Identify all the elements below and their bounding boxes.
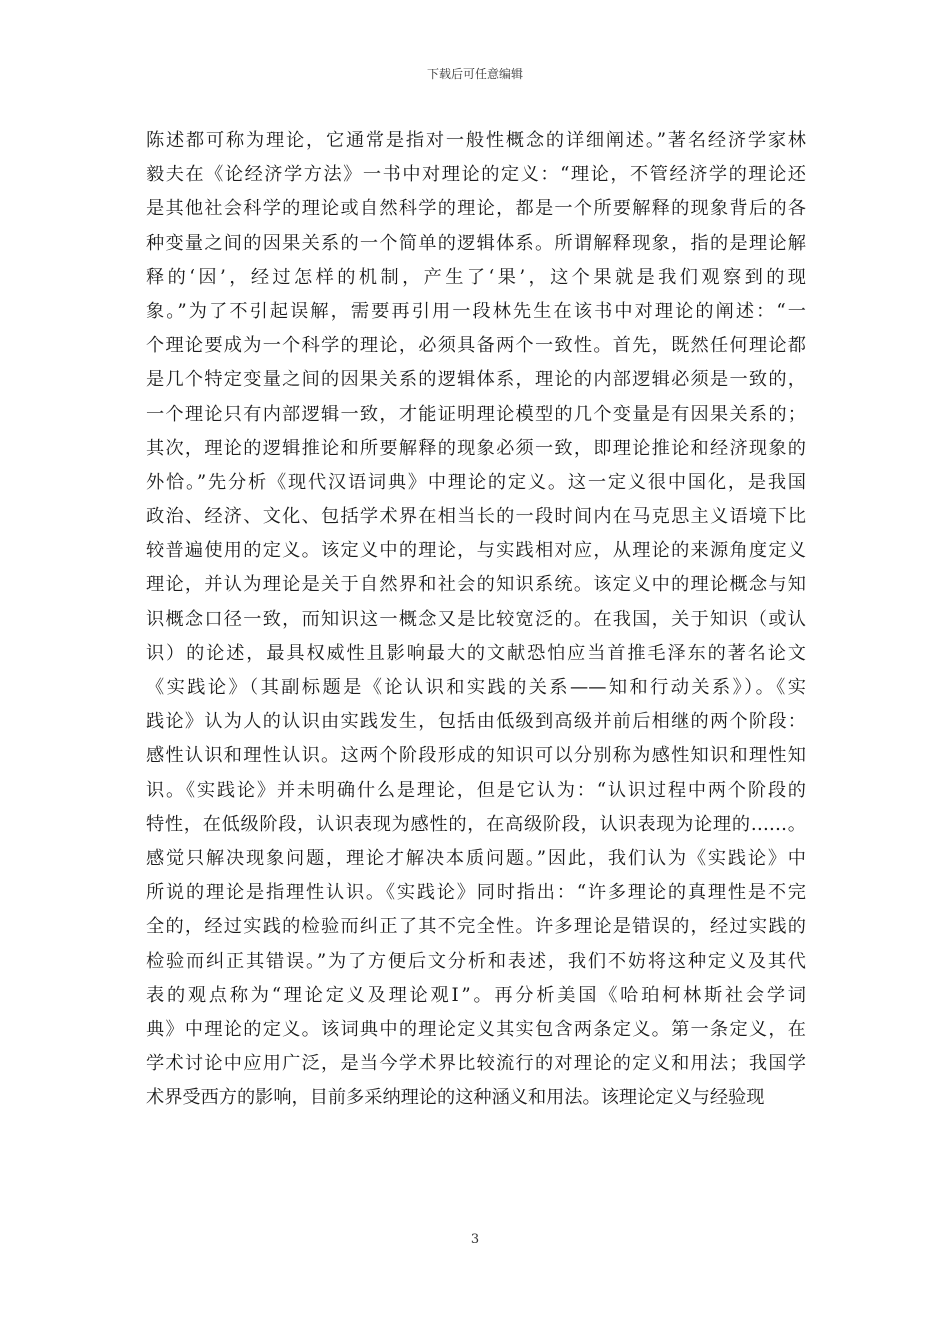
text-line: 其次，理论的逻辑推论和所要解释的现象必须一致，即理论推论和经济现象的 (146, 437, 806, 459)
text-line: 理论，并认为理论是关于自然界和社会的知识系统。该定义中的理论概念与知 (146, 574, 806, 596)
page-header: 下载后可任意编辑 (426, 67, 523, 81)
text-line: 感性认识和理性认识。这两个阶段形成的知识可以分别称为感性知识和理性知 (146, 745, 806, 767)
text-line: 陈述都可称为理论，它通常是指对一般性概念的详细阐述。”著名经济学家林 (146, 130, 806, 151)
text-line: 学术讨论中应用广泛，是当今学术界比较流行的对理论的定义和用法；我国学 (146, 1053, 806, 1075)
text-line: 感觉只解决现象问题，理论才解决本质问题。”因此，我们认为《实践论》中 (146, 847, 806, 869)
text-line: 识概念口径一致，而知识这一概念又是比较宽泛的。在我国，关于知识（或认 (146, 608, 806, 630)
text-line: 践论》认为人的认识由实践发生，包括由低级到高级并前后相继的两个阶段： (146, 711, 806, 733)
page-number: 3 (470, 1232, 480, 1247)
text-line: 全的，经过实践的检验而纠正了其不完全性。许多理论是错误的，经过实践的 (146, 916, 806, 938)
text-line: 是其他社会科学的理论或自然科学的理论，都是一个所要解释的现象背后的各 (146, 198, 806, 220)
text-line: 较普遍使用的定义。该定义中的理论，与实践相对应，从理论的来源角度定义 (146, 540, 806, 562)
text-line: 识）的论述，最具权威性且影响最大的文献恐怕应当首推毛泽东的著名论文 (146, 642, 806, 664)
text-line: 释的‘因’，经过怎样的机制，产生了‘果’，这个果就是我们观察到的现 (146, 266, 806, 288)
text-line: 典》中理论的定义。该词典中的理论定义其实包含两条定义。第一条定义，在 (146, 1018, 806, 1040)
text-line: 是几个特定变量之间的因果关系的逻辑体系，理论的内部逻辑必须是一致的， (146, 369, 806, 391)
text-line: 特性，在低级阶段，认识表现为感性的，在高级阶段，认识表现为论理的……。 (146, 813, 806, 835)
text-line: 表的观点称为“理论定义及理论观Ⅰ”。再分析美国《哈珀柯林斯社会学词 (146, 984, 806, 1006)
body-text (146, 124, 806, 1115)
text-line: 《实践论》（其副标题是《论认识和实践的关系——知和行动关系》）。《实 (146, 677, 806, 698)
text-line: 所说的理论是指理性认识。《实践论》同时指出：“许多理论的真理性是不完 (146, 882, 806, 904)
text-line: 一个理论只有内部逻辑一致，才能证明理论模型的几个变量是有因果关系的； (146, 403, 806, 425)
text-line: 政治、经济、文化、包括学术界在相当长的一段时间内在马克思主义语境下比 (146, 506, 806, 528)
text-line: 检验而纠正其错误。”为了方便后文分析和表述，我们不妨将这种定义及其代 (146, 950, 806, 972)
text-line: 术界受西方的影响，目前多采纳理论的这种涵义和用法。该理论定义与经验现 (146, 1087, 765, 1109)
text-line: 象。”为了不引起误解，需要再引用一段林先生在该书中对理论的阐述：“一 (146, 300, 806, 322)
text-line: 外恰。”先分析《现代汉语词典》中理论的定义。这一定义很中国化，是我国 (146, 471, 806, 493)
text-line: 毅夫在《论经济学方法》一书中对理论的定义：“理论，不管经济学的理论还 (146, 164, 806, 186)
text-line: 识。《实践论》并未明确什么是理论，但是它认为：“认识过程中两个阶段的 (146, 779, 806, 801)
text-line: 种变量之间的因果关系的一个简单的逻辑体系。所谓解释现象，指的是理论解 (146, 232, 806, 254)
text-line: 个理论要成为一个科学的理论，必须具备两个一致性。首先，既然任何理论都 (146, 335, 806, 357)
